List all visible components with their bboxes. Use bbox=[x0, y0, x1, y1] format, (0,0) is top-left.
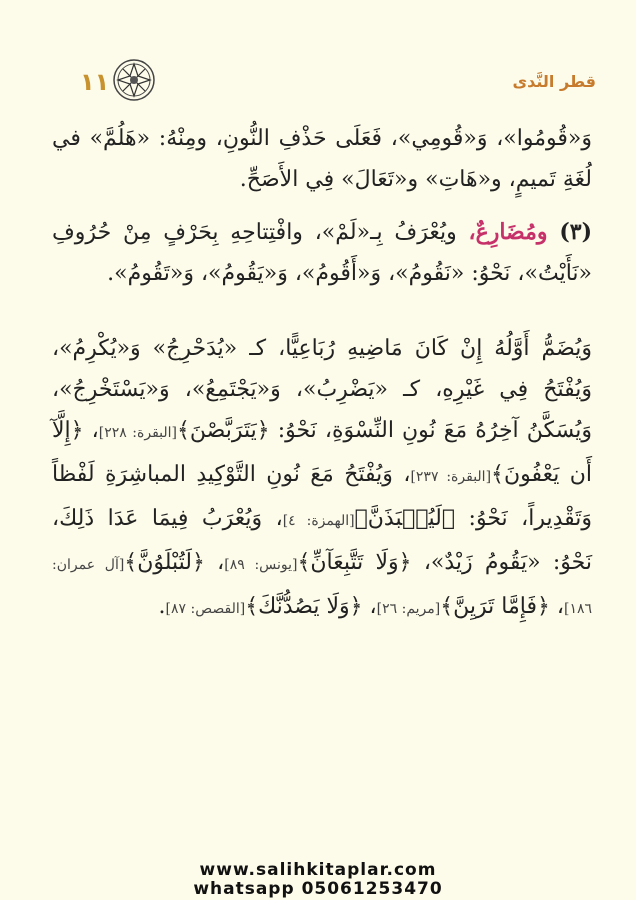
whatsapp-contact[interactable]: whatsapp 05061253470 bbox=[193, 879, 443, 899]
text-segment: ، ﴿فَإِمَّا تَرَيِنَّ﴾ bbox=[440, 594, 564, 619]
section-heading: ومُضَارِعٌ، bbox=[468, 219, 548, 245]
section-number: (٣) bbox=[559, 219, 592, 245]
quran-reference: [الهمزة: ٤] bbox=[282, 513, 355, 529]
paragraph-2 bbox=[52, 212, 592, 294]
text-segment: ، ﴿لَتُبْلَوُنَّ﴾ bbox=[124, 550, 225, 575]
text-segment: . bbox=[158, 594, 166, 619]
text-segment: ، وَيُعْرَبُ فِيمَا عَدَا ذَلِكَ، نَحْوُ: «يَقُومُ زَيْدٌ»، ﴿وَلَا تَتَّبِعَآنِّ﴾ bbox=[52, 506, 592, 575]
page-header bbox=[60, 62, 596, 102]
paragraph-1: وَ«قُومُوا»، وَ«قُومِي»، فَعَلَى حَذْفِ النُّونِ، ومِنْهُ: «هَلُمَّ» في لُغَةِ تَميمٍ، و«هَاتِ» و«تَعَالَ» فِي الأَصَحِّ. bbox=[52, 126, 592, 192]
quran-reference: [يونس: ٨٩] bbox=[224, 557, 298, 573]
page-number: ١١ bbox=[80, 68, 110, 96]
quran-reference: [البقرة: ٢٣٧] bbox=[410, 469, 492, 485]
quran-reference: [القصص: ٨٧] bbox=[165, 601, 246, 617]
quran-reference: [البقرة: ٢٢٨] bbox=[98, 425, 177, 441]
text-segment: وَيُضَمُّ أَوَّلُهُ إِنْ كَانَ مَاضِيهِ رُبَاعِيًّا، كـ «يُدَحْرِجُ» وَ«يُكْرِمُ»، وَيُفْتَحُ فِي غَيْرِهِ، كـ «يَضْرِبُ»، وَ«يَجْتَمِعُ»، وَ«يَسْتَخْرِجُ»، وَيُسَكَّنُ آخِرُهُ مَعَ نُونِ النِّسْوَةِ، نَحْوُ: ﴿يَتَرَبَّصْنَ﴾ bbox=[52, 336, 593, 443]
rosette-ornament-icon bbox=[112, 58, 156, 102]
text-segment: ، ﴿وَلَا يَصُدُّنَّكَ﴾ bbox=[245, 594, 377, 619]
page-text bbox=[52, 118, 592, 630]
book-title: قطر النَّدى bbox=[512, 72, 596, 91]
website-link[interactable]: www.salihkitaplar.com bbox=[199, 860, 437, 880]
text-segment: ، وَيُفْتَحُ مَعَ نُونِ التَّوْكِيدِ المباشِرَةِ لَفْظاً وَتَقْدِيراً، نَحْوُ: ﴿لَيُنۢبَذَنَّ﴾ bbox=[52, 462, 593, 531]
quran-reference: [مريم: ٢٦] bbox=[376, 601, 441, 617]
paragraph-3 bbox=[52, 328, 592, 630]
paragraph-2-text: ويُعْرَفُ بِـ«لَمْ»، وافْتِتاحِهِ بِحَرْفٍ مِنْ حُرُوفِ «نَأَيْتُ»، نَحْوُ: «نَقُومُ»، وَ«أَقُومُ»، وَ«يَقُومُ»، وَ«تَقُومُ». bbox=[52, 220, 592, 286]
text-segment: ، ﴿إِلَّآ أَن يَعْفُونَ﴾ bbox=[52, 418, 592, 487]
quran-reference: [آل عمران: ١٨٦] bbox=[52, 557, 592, 617]
